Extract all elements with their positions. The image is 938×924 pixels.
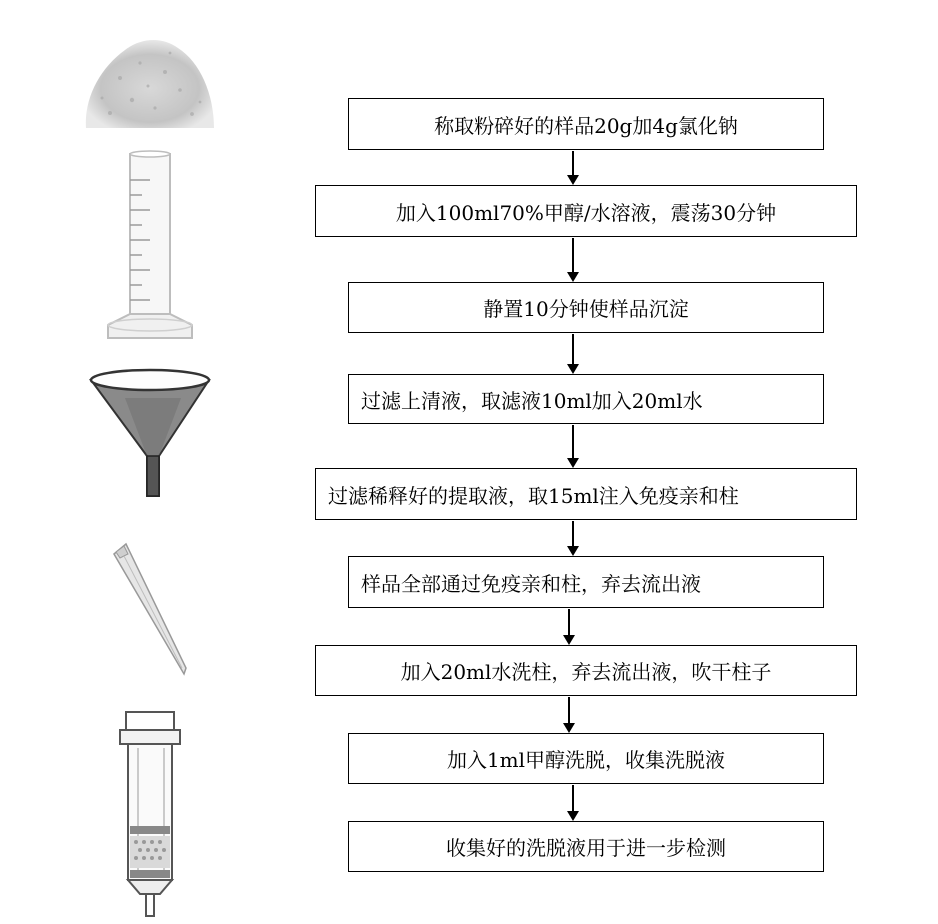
step-8-label: 加入1ml甲醇洗脱，收集洗脱液 [446, 748, 726, 772]
step-7-box [315, 645, 857, 696]
step-5-label: 过滤稀释好的提取液，取15ml注入免疫亲和柱 [328, 483, 739, 508]
step-3-box [348, 282, 824, 333]
step-9-label: 收集好的洗脱液用于进一步检测 [446, 836, 726, 860]
arrow-4 [567, 425, 579, 468]
arrow-3 [567, 334, 579, 374]
step-1-box [348, 98, 824, 150]
step-7-label: 加入20ml水洗柱，弃去流出液，吹干柱子 [400, 660, 772, 684]
step-2-label: 加入100ml70%甲醇/水溶液，震荡30分钟 [395, 200, 777, 225]
funnel-icon [85, 368, 215, 503]
step-6-box [348, 556, 824, 608]
powder-pile-icon [80, 28, 220, 138]
step-1-label: 称取粉碎好的样品20g加4g氯化钠 [434, 113, 738, 138]
step-9-box [348, 821, 824, 872]
step-3-label: 静置10分钟使样品沉淀 [483, 297, 689, 321]
arrow-8 [567, 785, 579, 821]
step-6-label: 样品全部通过免疫亲和柱，弃去流出液 [361, 571, 701, 596]
immunoaffinity-column-icon [112, 708, 187, 918]
arrow-5 [567, 521, 579, 556]
graduated-cylinder-icon [100, 150, 200, 345]
pipette-tip-icon [108, 540, 198, 680]
step-4-label: 过滤上清液，取滤液10ml加入20ml水 [361, 388, 703, 413]
step-5-box [315, 468, 857, 520]
arrow-1 [567, 151, 579, 185]
step-4-box [348, 374, 824, 424]
arrow-2 [567, 238, 579, 282]
step-2-box [315, 185, 857, 237]
arrow-7 [563, 697, 575, 733]
step-8-box [348, 733, 824, 784]
arrow-6 [563, 609, 575, 645]
